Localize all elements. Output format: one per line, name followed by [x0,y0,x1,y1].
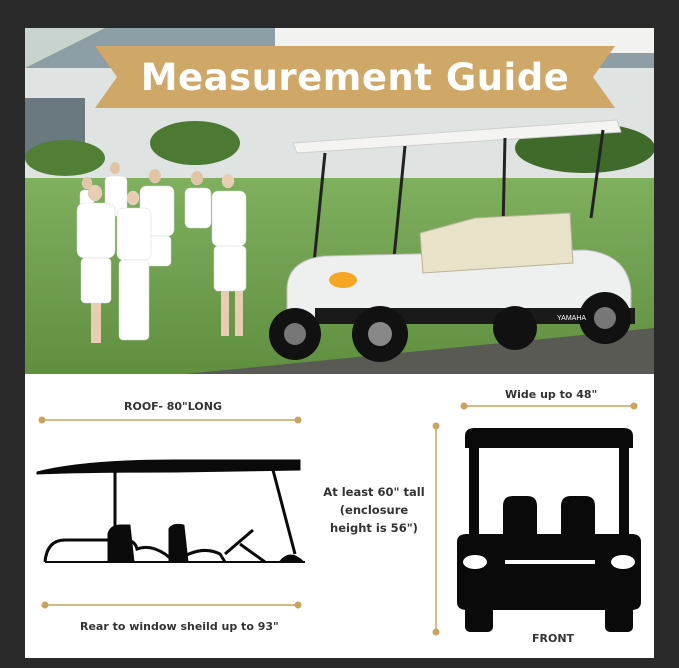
front-silhouette [457,428,641,632]
width-label: Wide up to 48" [505,388,598,401]
measurement-diagram [25,374,654,658]
front-label: FRONT [532,632,575,645]
banner-title: Measurement Guide [140,55,570,99]
roof-length-label: ROOF- 80"LONG [124,400,222,413]
height-label: At least 60" tall (enclosure height is 56") [323,485,425,535]
cart-badge-text: YAMAHA [557,315,587,322]
golf-cart-photo [25,28,654,374]
side-silhouette [37,460,305,562]
overall-length-label: Rear to window sheild up to 93" [80,620,279,633]
product-image-card [25,28,654,658]
